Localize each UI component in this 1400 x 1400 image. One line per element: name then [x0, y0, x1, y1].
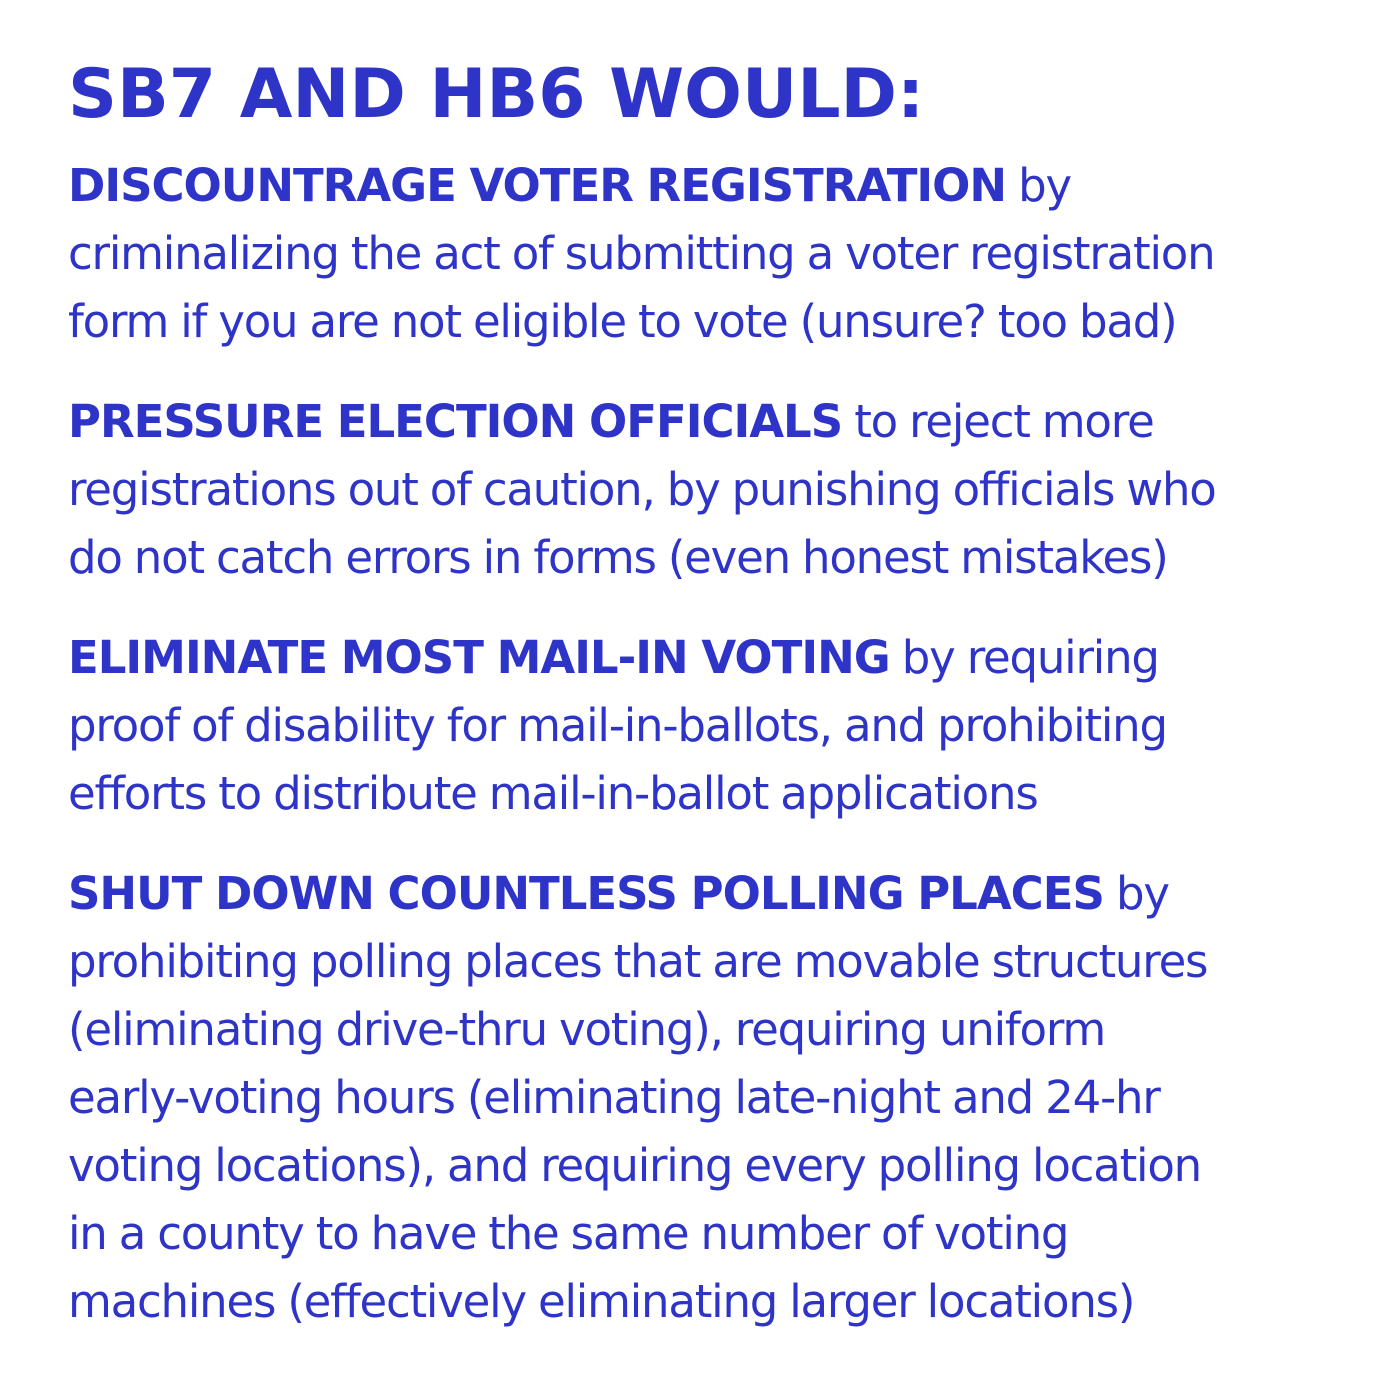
provision-heading: SHUT DOWN COUNTLESS POLLING PLACES	[68, 867, 1104, 920]
provision-text-line: machines (effectively eliminating larger locations)	[68, 1275, 1135, 1328]
provision-first-line	[68, 388, 1358, 456]
provision-item	[68, 860, 1358, 1336]
provision-text-line: criminalizing the act of submitting a voter registration	[68, 227, 1215, 280]
provision-text: by requiring	[901, 631, 1159, 684]
provision-text-line: voting locations), and requiring every polling location	[68, 1139, 1201, 1192]
provision-list	[68, 152, 1358, 1336]
provision-text-line: prohibiting polling places that are movable structures	[68, 935, 1208, 988]
provision-item	[68, 152, 1358, 356]
provision-heading: PRESSURE ELECTION OFFICIALS	[68, 395, 843, 448]
provision-text: by	[1018, 159, 1071, 212]
provision-text-line: efforts to distribute mail-in-ballot applications	[68, 767, 1038, 820]
provision-text-line: proof of disability for mail-in-ballots, and prohibiting	[68, 699, 1167, 752]
provision-text-line: registrations out of caution, by punishing officials who	[68, 463, 1216, 516]
provision-first-line	[68, 152, 1358, 220]
provision-first-line	[68, 624, 1358, 692]
poster	[68, 50, 1358, 1336]
provision-heading: DISCOUNTRAGE VOTER REGISTRATION	[68, 159, 1007, 212]
provision-text-line: do not catch errors in forms (even honest mistakes)	[68, 531, 1168, 584]
provision-heading: ELIMINATE MOST MAIL-IN VOTING	[68, 631, 890, 684]
provision-item	[68, 624, 1358, 828]
poster-title: SB7 AND HB6 WOULD:	[68, 55, 925, 134]
provision-text: by	[1115, 867, 1169, 920]
provision-text: to reject more	[854, 395, 1154, 448]
provision-item	[68, 388, 1358, 592]
provision-text-line: in a county to have the same number of voting	[68, 1207, 1069, 1260]
provision-first-line	[68, 860, 1358, 928]
provision-text-line: (eliminating drive-thru voting), requiring uniform	[68, 1003, 1106, 1056]
provision-text-line: form if you are not eligible to vote (unsure? too bad)	[68, 295, 1177, 348]
provision-text-line: early-voting hours (eliminating late-night and 24-hr	[68, 1071, 1160, 1124]
